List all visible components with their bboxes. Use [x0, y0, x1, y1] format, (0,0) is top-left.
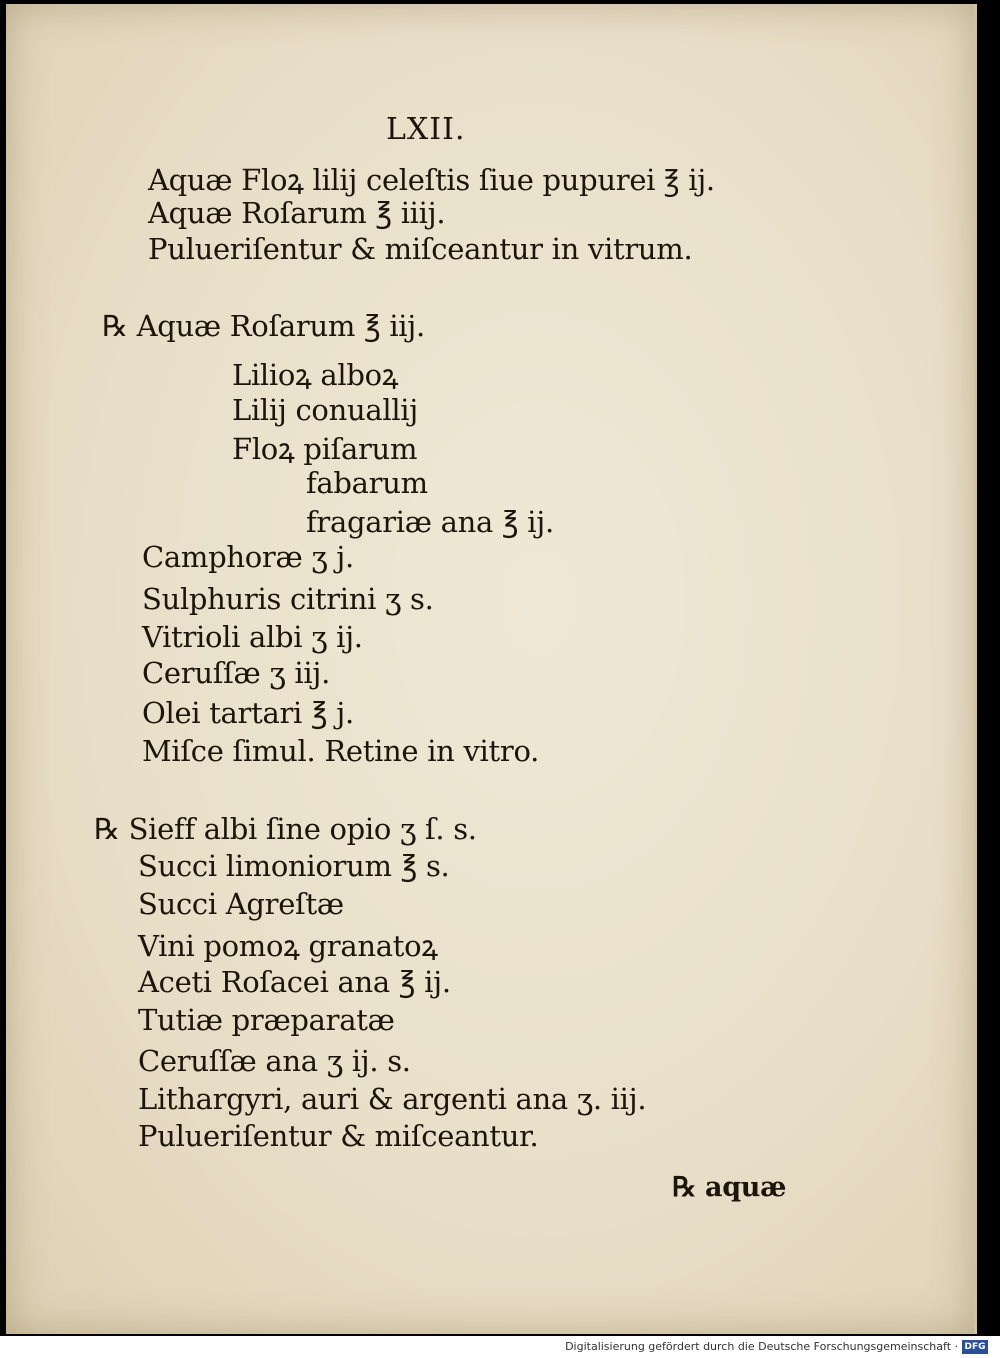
text-line: Succi limoniorum ℥ s. — [138, 849, 450, 883]
text-line: Pulueriſentur & miſceantur. — [138, 1119, 539, 1153]
text-line: Olei tartari ℥ j. — [142, 696, 354, 730]
text-line: fragariæ ana ℥ ij. — [306, 505, 554, 539]
text-line: Lilioꝝ alboꝝ — [232, 358, 399, 392]
page-folio: LXII. — [386, 112, 466, 147]
text-line: Tutiæ præparatæ — [138, 1003, 395, 1037]
text-line: Succi Agreſtæ — [138, 887, 344, 921]
text-line: Aquæ Roſarum ℥ iiij. — [148, 196, 446, 230]
book-page — [6, 4, 977, 1334]
text-line: Sulphuris citrini ʒ s. — [142, 582, 434, 616]
catchword: ℞ aquæ — [672, 1172, 787, 1203]
text-line: Camphoræ ʒ j. — [142, 540, 354, 574]
text-line: Aceti Roſacei ana ℥ ij. — [138, 965, 451, 999]
text-line: Ceruſſæ ana ʒ ij. s. — [138, 1044, 411, 1078]
text-line: fabarum — [306, 466, 428, 500]
text-line: Ceruſſæ ʒ iij. — [142, 656, 330, 690]
text-line: Aquæ Floꝝ lilij celeſtis ſiue pupurei ℥ ij. — [148, 163, 715, 197]
text-line: Vitrioli albi ʒ ij. — [142, 620, 363, 654]
digitization-footer — [0, 1336, 1000, 1358]
text-line: Miſce ſimul. Retine in vitro. — [142, 734, 540, 768]
text-line: Vini pomoꝝ granatoꝝ — [138, 929, 438, 963]
dfg-logo[interactable]: DFG — [962, 1340, 988, 1354]
text-line: ℞ Aquæ Roſarum ℥ iij. — [102, 309, 425, 343]
text-line: Lilij conuallij — [232, 393, 418, 427]
footer-credit: Digitalisierung gefördert durch die Deutsche Forschungsgemeinschaft · — [565, 1340, 958, 1353]
text-line: Lithargyri, auri & argenti ana ʒ. iij. — [138, 1082, 647, 1116]
text-line: Pulueriſentur & miſceantur in vitrum. — [148, 232, 693, 266]
text-line: ℞ Sieff albi ſine opio ʒ ſ. s. — [94, 812, 477, 846]
text-line: Floꝝ piſarum — [232, 432, 418, 466]
